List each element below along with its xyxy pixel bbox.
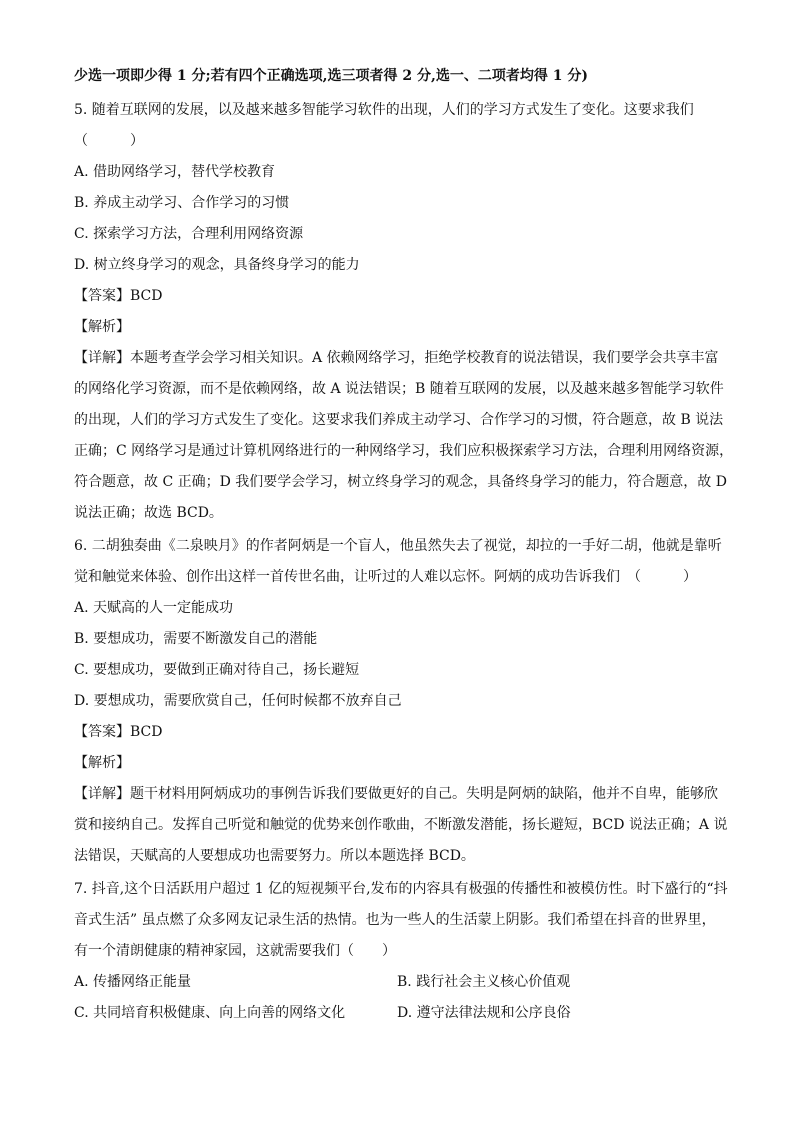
header-note: 少选一项即少得 1 分;若有四个正确选项,选三项者得 2 分,选一、二项者均得 1 分) (74, 68, 589, 84)
q5-detail-line-5: 符合题意，故 C 正确；D 我们要学会学习，树立终身学习的观念，具备终身学习的能力，符合题意，故 D (74, 474, 727, 490)
q5-detail-line-6: 说法正确；故选 BCD。 (74, 505, 223, 521)
q7-stem-line-3: 有一个清朗健康的精神家园，这就需要我们（ ） (74, 943, 396, 959)
q6-stem-line-1: 6. 二胡独奏曲《二泉映月》的作者阿炳是一个盲人，他虽然失去了视觉，却拉的一手好二胡，他就是靠听 (74, 538, 722, 554)
q5-answer: 【答案】BCD (74, 288, 163, 304)
q5-detail-line-3: 的出现，人们的学习方式发生了变化。这要求我们养成主动学习、合作学习的习惯，符合题意，故 B 说法 (74, 412, 724, 428)
q6-analysis-label: 【解析】 (74, 755, 130, 771)
q5-analysis-label: 【解析】 (74, 319, 130, 335)
q6-stem-line-2: 觉和触觉来体验、创作出这样一首传世名曲，让听过的人难以忘怀。阿炳的成功告诉我们 （ ） (74, 569, 697, 585)
q5-stem-line-1: 5. 随着互联网的发展，以及越来越多智能学习软件的出现，人们的学习方式发生了变化。这要求我们 (74, 102, 694, 118)
q6-option-c: C. 要想成功，要做到正确对待自己，扬长避短 (74, 662, 360, 678)
q5-detail-line-1: 【详解】本题考查学会学习相关知识。A 依赖网络学习，拒绝学校教育的说法错误，我们要学会共享丰富 (74, 350, 719, 366)
q7-stem-line-1: 7. 抖音,这个日活跃用户超过 1 亿的短视频平台,发布的内容具有极强的传播性和被模仿性。时下盛行的“抖 (74, 881, 728, 897)
q7-stem-line-2: 音式生活” 虽点燃了众多网友记录生活的热情。也为一些人的生活蒙上阴影。我们希望在抖音的世界里， (74, 912, 716, 928)
q5-option-d: D. 树立终身学习的观念，具备终身学习的能力 (74, 257, 360, 273)
q5-stem-line-2: （ ） (74, 133, 144, 149)
q6-detail-line-2: 赏和接纳自己。发挥自己听觉和触觉的优势来创作歌曲，不断激发潜能，扬长避短，BCD 说法正确；A 说 (74, 817, 728, 833)
q6-option-d: D. 要想成功，需要欣赏自己，任何时候都不放弃自己 (74, 693, 402, 709)
q7-option-b: B. 践行社会主义核心价值观 (397, 974, 571, 990)
q7-option-a: A. 传播网络正能量 (74, 974, 192, 990)
q6-option-b: B. 要想成功，需要不断激发自己的潜能 (74, 631, 318, 647)
q6-option-a: A. 天赋高的人一定能成功 (74, 600, 234, 616)
q5-detail-line-2: 的网络化学习资源，而不是依赖网络，故 A 说法错误；B 随着互联网的发展，以及越来越多智能学习软件 (74, 381, 724, 397)
q7-option-d: D. 遵守法律法规和公序良俗 (397, 1005, 571, 1021)
q6-detail-line-3: 法错误，天赋高的人要想成功也需要努力。所以本题选择 BCD。 (74, 848, 475, 864)
q5-detail-line-4: 正确；C 网络学习是通过计算机网络进行的一种网络学习，我们应积极探索学习方法，合理利用网络资源， (74, 443, 734, 459)
q5-option-a: A. 借助网络学习，替代学校教育 (74, 164, 276, 180)
q6-answer: 【答案】BCD (74, 724, 163, 740)
q5-option-b: B. 养成主动学习、合作学习的习惯 (74, 195, 290, 211)
q6-detail-line-1: 【详解】题干材料用阿炳成功的事例告诉我们要做更好的自己。失明是阿炳的缺陷，他并不自卑，能够欣 (74, 786, 718, 802)
q5-option-c: C. 探索学习方法，合理利用网络资源 (74, 226, 304, 242)
q7-option-c: C. 共同培育积极健康、向上向善的网络文化 (74, 1005, 346, 1021)
